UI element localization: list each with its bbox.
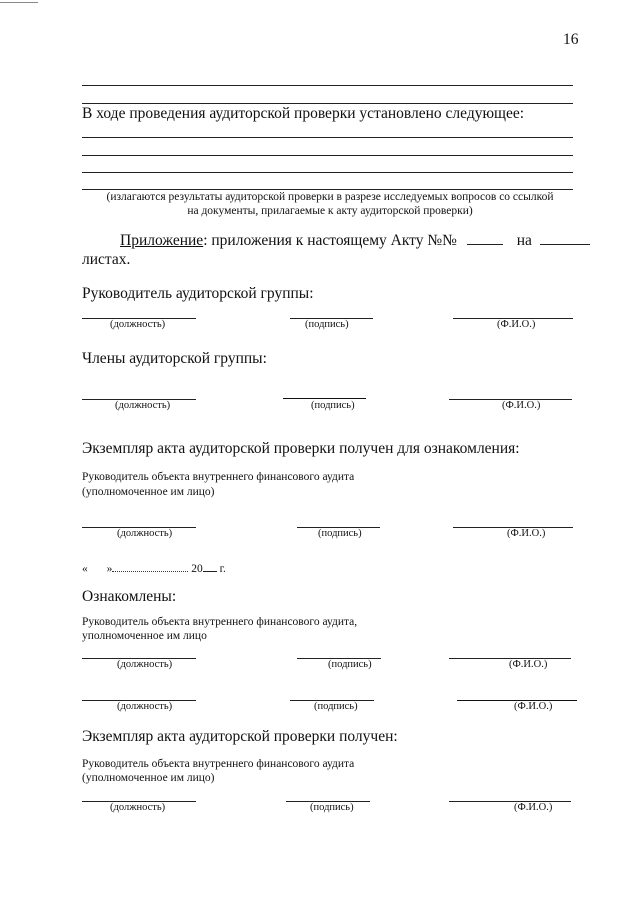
- date-line: [82, 560, 226, 575]
- name-label: (Ф.И.О.): [507, 528, 546, 539]
- findings-heading: В ходе проведения аудиторской проверки установлено следующее:: [82, 105, 525, 122]
- findings-line: [82, 137, 573, 138]
- findings-line: [82, 155, 573, 156]
- signature-label: (подпись): [314, 701, 358, 712]
- appendix-text: : приложения к настоящему Акту №№: [203, 232, 457, 249]
- signature-label: (подпись): [305, 319, 349, 330]
- position-label: (должность): [110, 802, 166, 813]
- head-object-label: Руководитель объекта внутреннего финансового аудита: [82, 471, 355, 483]
- date-month-blank: [112, 560, 188, 572]
- appendix-on: на: [516, 232, 532, 249]
- appendix-count-blank: [467, 232, 503, 245]
- date-close-quote: »: [106, 563, 113, 575]
- signature-label: (подпись): [311, 400, 355, 411]
- date-year-blank: [203, 561, 217, 572]
- findings-line: [82, 85, 573, 86]
- group-members-heading: Члены аудиторской группы:: [82, 350, 267, 367]
- scan-edge-mark: [0, 2, 38, 3]
- signature-label: (подпись): [318, 528, 362, 539]
- position-label: (должность): [117, 528, 173, 539]
- signature-label: (подпись): [310, 802, 354, 813]
- findings-line: [82, 189, 573, 190]
- authorized-person-label: (уполномоченное им лицо): [82, 486, 215, 498]
- head-object-label: Руководитель объекта внутреннего финансового аудита: [82, 758, 355, 770]
- copy-received-heading: Экземпляр акта аудиторской проверки получен:: [82, 728, 398, 745]
- date-year-suffix: г.: [219, 563, 226, 575]
- name-label: (Ф.И.О.): [514, 802, 553, 813]
- appendix-sheets-blank: [540, 232, 590, 245]
- date-open-quote: «: [82, 563, 88, 575]
- authorized-person-label: уполномоченное им лицо: [82, 630, 207, 642]
- page-number: 16: [563, 31, 579, 48]
- position-label: (должность): [117, 701, 173, 712]
- head-object-label: Руководитель объекта внутреннего финансового аудита,: [82, 616, 358, 628]
- findings-note-line1: (излагаются результаты аудиторской проверки в разрезе исследуемых вопросов со ссылкой: [106, 191, 554, 203]
- findings-line: [82, 172, 573, 173]
- authorized-person-label: (уполномоченное им лицо): [82, 772, 215, 784]
- position-label: (должность): [117, 659, 173, 670]
- findings-line: [82, 103, 573, 104]
- appendix-sheets: листах.: [82, 251, 131, 268]
- findings-note-line2: на документы, прилагаемые к акту аудиторской проверки): [187, 205, 473, 217]
- appendix-label: Приложение: [120, 232, 204, 249]
- signature-label: (подпись): [328, 659, 372, 670]
- name-label: (Ф.И.О.): [514, 701, 553, 712]
- group-head-heading: Руководитель аудиторской группы:: [82, 285, 314, 302]
- position-label: (должность): [115, 400, 171, 411]
- position-label: (должность): [110, 319, 166, 330]
- name-label: (Ф.И.О.): [502, 400, 541, 411]
- acquainted-heading: Ознакомлены:: [82, 588, 177, 605]
- copy-received-review-heading: Экземпляр акта аудиторской проверки получен для ознакомления:: [82, 440, 520, 457]
- signature-line: [283, 398, 366, 399]
- name-label: (Ф.И.О.): [509, 659, 548, 670]
- name-label: (Ф.И.О.): [497, 319, 536, 330]
- appendix-line: [120, 232, 590, 250]
- name-line: [449, 801, 571, 802]
- date-year-prefix: 20: [191, 563, 203, 575]
